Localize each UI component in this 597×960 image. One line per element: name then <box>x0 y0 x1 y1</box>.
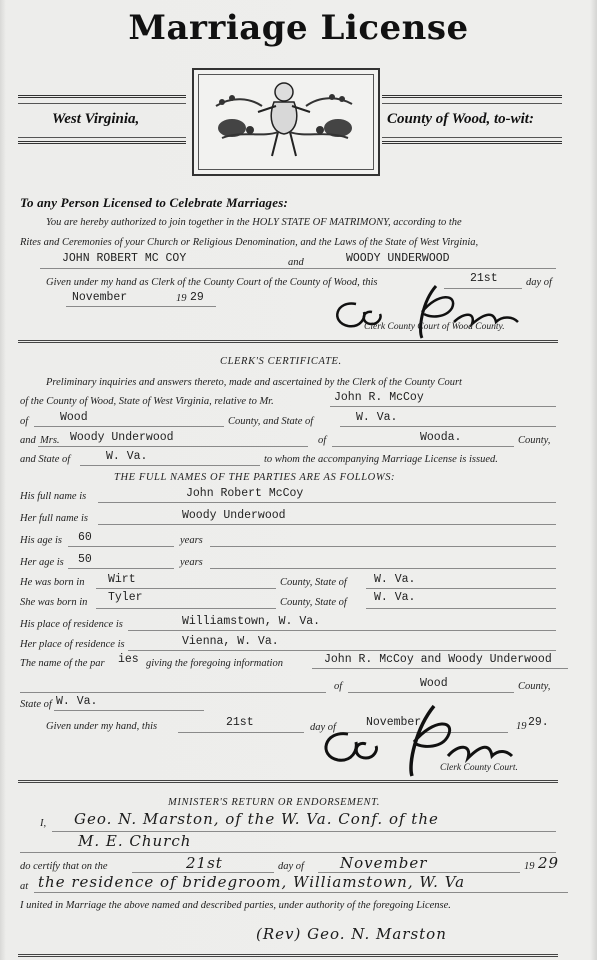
full-names-heading: THE FULL NAMES OF THE PARTIES ARE AS FOLLOWS: <box>114 472 396 483</box>
minister-signature: (Rev) Geo. N. Marston <box>256 925 447 943</box>
given-label: Given under my hand, this <box>46 721 158 732</box>
mr-state: W. Va. <box>356 411 398 424</box>
at-label: at <box>20 881 29 892</box>
rule <box>128 630 556 631</box>
day-of-label: day of <box>310 722 336 733</box>
certify-label: do certify that on the <box>20 861 108 872</box>
rule <box>96 608 276 609</box>
clerk-caption: Clerk County Court. <box>440 763 518 773</box>
rule <box>96 588 276 589</box>
rule <box>128 650 556 651</box>
date-rule <box>66 306 216 307</box>
years-label: years <box>180 557 203 568</box>
mr-name: John R. McCoy <box>334 391 424 404</box>
he-born-label: He was born in <box>20 577 85 588</box>
church-name: M. E. Church <box>78 832 192 850</box>
his-age: 60 <box>78 531 92 544</box>
years-label: years <box>180 535 203 546</box>
cherub-icon <box>192 68 376 172</box>
she-state: W. Va. <box>374 591 416 604</box>
license-day: 21st <box>470 272 498 285</box>
closing-text: I united in Marriage the above named and described parties, under authority of the foregoing License. <box>20 900 451 911</box>
minister-day: 21st <box>186 854 223 872</box>
header-rule <box>382 95 562 98</box>
given-day: 21st <box>226 716 254 729</box>
rule <box>178 732 304 733</box>
mr-county: Wood <box>60 411 88 424</box>
i-label: I, <box>40 818 47 829</box>
parties-label-b: giving the foregoing information <box>146 658 283 669</box>
header-rule <box>382 103 562 104</box>
license-year: 29 <box>190 291 204 304</box>
county-state-of: County, State of <box>280 577 347 588</box>
county-label: County, <box>518 681 551 692</box>
and-label: and <box>20 435 36 446</box>
rule <box>366 608 556 609</box>
of-label: of <box>334 681 343 692</box>
header-rule <box>18 95 186 98</box>
minister-heading: MINISTER'S RETURN OR ENDORSEMENT. <box>168 797 381 808</box>
rule <box>68 546 174 547</box>
certificate-p1: Preliminary inquiries and answers thereto, made and ascertained by the Clerk of the County Court <box>46 377 462 388</box>
header-rule <box>18 103 186 104</box>
rule <box>312 668 568 669</box>
state-of-label: State of <box>20 699 52 710</box>
parties-county: Wood <box>420 677 448 690</box>
clerk-caption: Clerk County Court of Wood County. <box>364 322 505 332</box>
groom-name: JOHN ROBERT MC COY <box>62 252 187 265</box>
her-age-label: Her age is <box>20 557 64 568</box>
header-rule <box>382 141 562 144</box>
and-state-label: and State of <box>20 454 71 465</box>
rule <box>20 692 326 693</box>
her-residence-label: Her place of residence is <box>20 639 125 650</box>
header-rule <box>18 137 186 138</box>
rule <box>20 852 556 853</box>
rule <box>54 710 204 711</box>
given-line: Given under my hand as Clerk of the County Court of the County of Wood, this <box>46 277 378 288</box>
mrs-state: W. Va. <box>106 450 148 463</box>
rule <box>98 502 556 503</box>
he-born: Wirt <box>108 573 136 586</box>
county-label: County of Wood, to-wit: <box>387 111 534 127</box>
his-residence-label: His place of residence is <box>20 619 123 630</box>
day-of-label: day of <box>526 277 552 288</box>
given-month: November <box>366 716 422 729</box>
rule <box>68 568 174 569</box>
county-state-label: County, and State of <box>228 416 314 427</box>
section-rule <box>18 780 558 783</box>
her-residence: Vienna, W. Va. <box>182 635 279 648</box>
his-name-label: His full name is <box>20 491 87 502</box>
clerk-signature <box>326 282 526 342</box>
bride-name: WOODY UNDERWOOD <box>346 252 450 265</box>
county-label: County, <box>518 435 551 446</box>
her-name: Woody Underwood <box>182 509 286 522</box>
mrs-prefix: Mrs. <box>40 435 60 446</box>
his-name: John Robert McCoy <box>186 487 304 500</box>
county-state-of: County, State of <box>280 597 347 608</box>
rule <box>34 892 568 893</box>
mrs-name: Woody Underwood <box>70 431 174 444</box>
header-rule <box>18 141 186 144</box>
minister-name: Geo. N. Marston, of the W. Va. Conf. of the <box>74 810 439 828</box>
parties-names: John R. McCoy and Woody Underwood <box>324 653 552 666</box>
rule <box>332 446 514 447</box>
minister-year: 29 <box>538 854 560 872</box>
section-rule <box>18 340 558 343</box>
of-label: of <box>20 416 29 427</box>
certificate-heading: CLERK'S CERTIFICATE. <box>220 356 342 367</box>
license-text-line2: Rites and Ceremonies of your Church or Religious Denomination, and the Laws of the State of West Virginia, <box>20 237 479 248</box>
marriage-place: the residence of bridegroom, Williamstown, W. Va <box>38 873 466 891</box>
parties-state: W. Va. <box>56 695 98 708</box>
state-label: West Virginia, <box>52 111 140 127</box>
rule <box>80 465 260 466</box>
salutation: To any Person Licensed to Celebrate Marriages: <box>20 195 288 210</box>
rule <box>210 546 556 547</box>
document-title: Marriage License <box>128 8 469 48</box>
her-name-label: Her full name is <box>20 513 88 524</box>
year-prefix: 19 <box>176 293 187 304</box>
she-born: Tyler <box>108 591 143 604</box>
and-label: and <box>288 257 304 268</box>
year-prefix: 19 <box>524 861 535 872</box>
day-of-label: day of <box>278 861 304 872</box>
mrs-county: Wooda. <box>420 431 462 444</box>
year-prefix: 19 <box>516 721 527 732</box>
she-born-label: She was born in <box>20 597 88 608</box>
parties-typed-suffix: ies <box>118 653 139 666</box>
license-text-line1: You are hereby authorized to join together in the HOLY STATE OF MATRIMONY, according to the <box>46 217 462 228</box>
license-month: November <box>72 291 128 304</box>
minister-month: November <box>340 854 428 872</box>
of-label: of <box>318 435 327 446</box>
his-age-label: His age is <box>20 535 62 546</box>
his-residence: Williamstown, W. Va. <box>182 615 321 628</box>
names-rule <box>40 268 556 269</box>
rule <box>366 588 556 589</box>
rule <box>210 568 556 569</box>
header-rule <box>382 137 562 138</box>
issued-text: to whom the accompanying Marriage License is issued. <box>264 454 498 465</box>
parties-label-a: The name of the par <box>20 658 105 669</box>
given-year: 29. <box>528 716 549 729</box>
certificate-p2: of the County of Wood, State of West Virginia, relative to Mr. <box>20 396 274 407</box>
mr-rule <box>330 406 556 407</box>
rule <box>98 524 556 525</box>
rule <box>340 426 556 427</box>
rule <box>348 692 514 693</box>
he-state: W. Va. <box>374 573 416 586</box>
her-age: 50 <box>78 553 92 566</box>
cherub-vignette <box>192 68 380 176</box>
rule <box>38 446 308 447</box>
rule <box>34 426 224 427</box>
section-rule <box>18 954 558 957</box>
